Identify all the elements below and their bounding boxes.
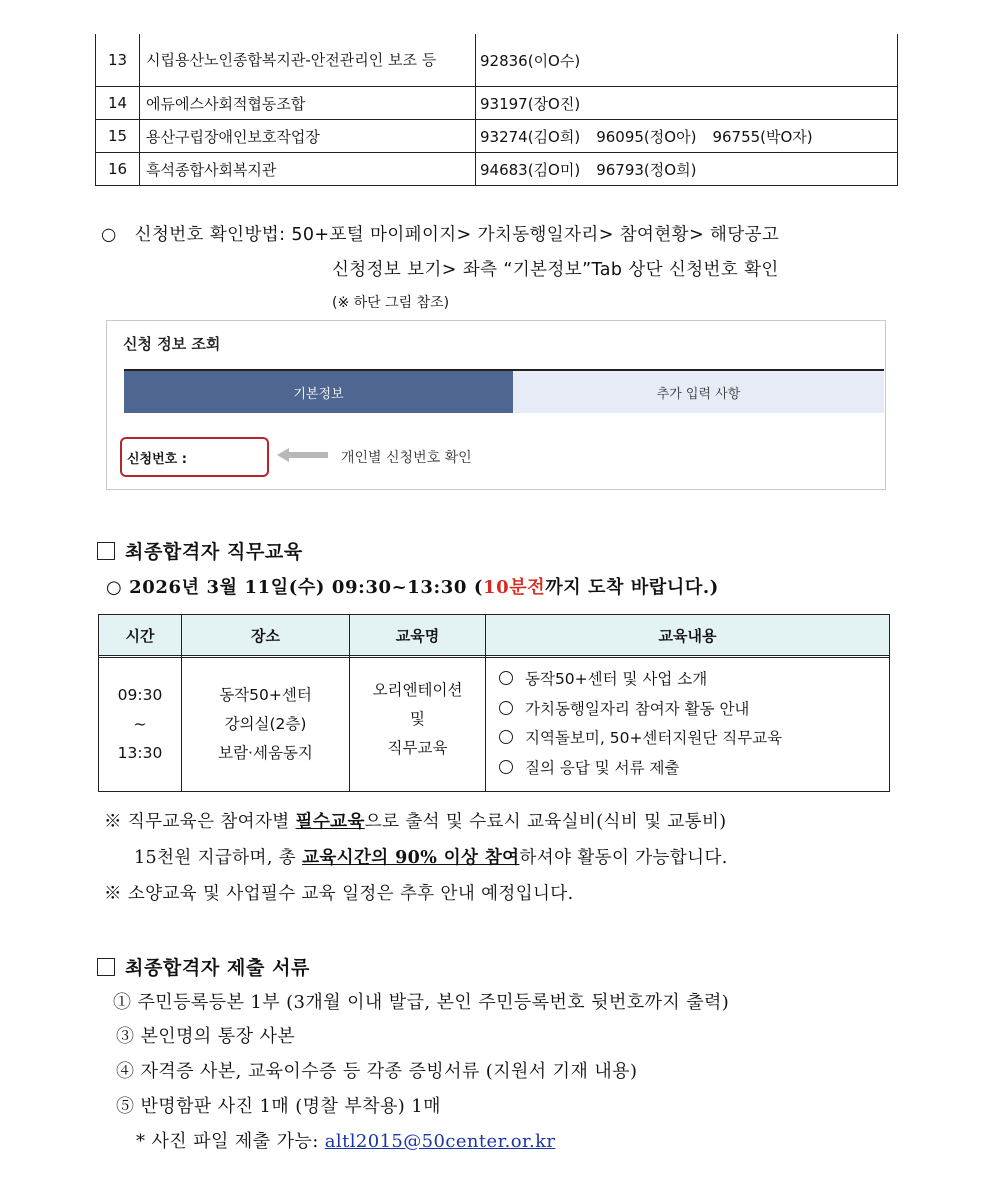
arrow-caption: 개인별 신청번호 확인: [341, 450, 472, 466]
cell-course: 오리엔테이션 및 직무교육: [372, 681, 463, 757]
participant-id: 96793(정O희): [596, 160, 697, 179]
check-method-line2: 신청정보 보기> 좌측 “기본정보”Tab 상단 신청번호 확인: [332, 260, 779, 280]
document-item: ① 주민등록등본 1부 (3개월 이내 발급, 본인 주민등록번호 뒷번호까지 출력): [113, 992, 730, 1013]
training-note-line1: ※ 직무교육은 참여자별 필수교육으로 출석 및 수료시 교육실비(식비 및 교통비): [104, 812, 727, 832]
organization-name: 에듀에스사회적협동조합: [140, 87, 476, 120]
bullet-circle: ○: [101, 225, 117, 245]
participant-ids: [476, 120, 898, 153]
mandatory-training-emphasis: 필수교육: [295, 812, 365, 832]
participant-ids: [476, 87, 898, 120]
table-row: [96, 34, 898, 87]
check-method-line1: ○ 신청번호 확인방법: 50+포털 마이페이지> 가치동행일자리> 참여현황> 해당공고: [101, 225, 780, 245]
attendance-requirement-emphasis: 교육시간의 90% 이상 참여: [302, 848, 520, 868]
application-number-highlight: [120, 437, 269, 477]
training-note-2: ※ 소양교육 및 사업필수 교육 일정은 추후 안내 예정입니다.: [104, 884, 574, 904]
checkbox-icon: [97, 958, 115, 976]
participant-id: 93274(김O희): [480, 127, 581, 146]
photo-submission-note: * 사진 파일 제출 가능: altl2015@50center.or.kr: [136, 1131, 556, 1152]
participant-table: [95, 34, 898, 186]
circle-bullet-icon: [499, 671, 513, 685]
training-heading: 최종합격자 직무교육: [97, 537, 303, 564]
tab-additional-input: 추가 입력 사항: [513, 371, 884, 413]
organization-name: 시립용산노인종합복지관-안전관리인 보조 등: [140, 34, 476, 87]
list-item: 가치동행일자리 참여자 활동 안내: [499, 695, 782, 725]
row-number: 14: [96, 87, 140, 120]
document-item: ⑤ 반명함판 사진 1매 (명찰 부착용) 1매: [116, 1096, 441, 1117]
participant-id: 93197(장O진): [480, 94, 581, 113]
circle-bullet-icon: [499, 760, 513, 774]
participant-id: 96095(정O아): [596, 127, 697, 146]
table-row: [96, 153, 898, 186]
check-method-note: (※ 하단 그림 참조): [332, 295, 450, 311]
organization-name: 흑석종합사회복지관: [140, 153, 476, 186]
email-link[interactable]: altl2015@50center.or.kr: [324, 1131, 556, 1152]
checkbox-icon: [97, 542, 115, 560]
row-number: 15: [96, 120, 140, 153]
organization-name: 용산구립장애인보호작업장: [140, 120, 476, 153]
training-schedule-table: [98, 614, 890, 792]
screenshot-title: 신청 정보 조회: [123, 335, 221, 353]
cell-time: 09:30 ~ 13:30: [117, 686, 163, 762]
circle-bullet-icon: [499, 701, 513, 715]
list-item: 지역돌보미, 50+센터지원단 직무교육: [499, 724, 782, 754]
documents-heading: 최종합격자 제출 서류: [97, 953, 310, 980]
participant-id: 96755(박O자): [712, 127, 813, 146]
header-content: 교육내용: [658, 626, 717, 645]
participant-ids: [476, 34, 898, 87]
header-time: 시간: [125, 626, 155, 645]
participant-id: 92836(이O수): [480, 51, 581, 70]
participant-ids: [476, 153, 898, 186]
header-place: 장소: [251, 626, 280, 645]
list-item: 질의 응답 및 서류 제출: [499, 754, 782, 784]
cell-content-list: [499, 665, 782, 783]
table-row: [96, 87, 898, 120]
document-item: ③ 본인명의 통장 사본: [116, 1026, 296, 1047]
header-course: 교육명: [395, 626, 440, 645]
document-item: ④ 자격증 사본, 교육이수증 등 각종 증빙서류 (지원서 기재 내용): [116, 1061, 638, 1082]
row-number: 16: [96, 153, 140, 186]
tab-basic-info: 기본정보: [124, 371, 513, 413]
list-item: 동작50+센터 및 사업 소개: [499, 665, 782, 695]
arrival-time-highlight: 10분전: [482, 577, 546, 598]
training-note-line2: 15천원 지급하며, 총 교육시간의 90% 이상 참여하셔야 활동이 가능합니다.: [134, 848, 728, 868]
row-number: 13: [96, 34, 140, 87]
participant-id: 94683(김O미): [480, 160, 581, 179]
application-number-label: 신청번호 :: [127, 452, 187, 467]
cell-place: 동작50+센터 강의실(2층) 보람·세움동지: [218, 686, 313, 762]
arrow-shaft: [288, 452, 328, 458]
application-info-screenshot: [106, 320, 886, 490]
training-date: ○ 2026년 3월 11일(수) 09:30~13:30 (10분전까지 도착 바랍니다.): [106, 577, 719, 598]
circle-bullet-icon: [499, 730, 513, 744]
table-row: [96, 120, 898, 153]
